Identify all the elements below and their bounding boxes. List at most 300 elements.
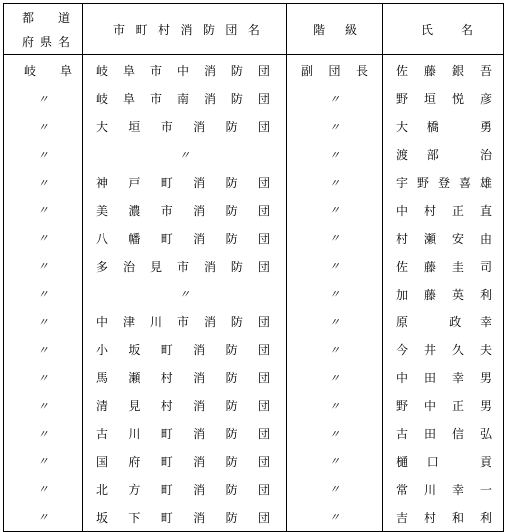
char: 消: [203, 259, 216, 274]
char: 古: [396, 427, 409, 442]
char: 神: [96, 176, 109, 190]
table-row: [4, 196, 504, 224]
char: 常: [396, 482, 409, 497]
table-row: [4, 252, 504, 280]
char: 司: [479, 259, 492, 274]
unit-name-cell-text: [83, 174, 286, 191]
char: 見: [128, 399, 141, 414]
char: 藤: [423, 64, 436, 79]
char: 防: [225, 231, 238, 246]
char: 防: [225, 176, 238, 190]
header-unit-name: [83, 4, 287, 55]
unit-name-cell: [83, 475, 287, 503]
char: 和: [451, 510, 464, 525]
char: 中: [423, 399, 436, 414]
char: 野: [396, 92, 409, 107]
rank-cell: [287, 141, 383, 169]
char: 今: [396, 343, 409, 358]
char: 方: [128, 482, 141, 497]
person-name-cell: [383, 141, 504, 169]
char: 圭: [451, 259, 464, 274]
char: 氏: [421, 22, 434, 37]
char: 団: [257, 482, 270, 497]
char: 彦: [479, 92, 492, 107]
char: 利: [479, 287, 492, 302]
char: 団: [257, 176, 270, 190]
person-name-cell-text: [383, 341, 503, 358]
char: 佐: [396, 64, 409, 79]
char: 村: [423, 203, 436, 218]
char: 勇: [479, 120, 492, 135]
char: 由: [479, 231, 492, 246]
person-name-cell: [383, 308, 504, 336]
person-name-cell: [383, 224, 504, 252]
char: 県: [39, 34, 52, 49]
header-prefecture-line2: [22, 33, 70, 50]
table-row: [4, 364, 504, 392]
char: 府: [128, 454, 141, 469]
char: 村: [160, 371, 173, 386]
char: 消: [193, 176, 206, 190]
person-name-cell: [383, 113, 504, 141]
unit-name-cell-text: [83, 453, 286, 470]
char: 小: [96, 343, 109, 358]
unit-name-cell-text: [83, 118, 286, 135]
char: 国: [96, 454, 109, 469]
char: 津: [122, 315, 135, 330]
char: 中: [396, 371, 409, 386]
table-row: [4, 336, 504, 364]
char: 消: [203, 315, 216, 330]
char: 大: [396, 120, 409, 135]
prefecture-cell: [4, 475, 83, 503]
char: [457, 148, 461, 162]
rank-cell: [287, 196, 383, 224]
table-row: [4, 447, 504, 475]
char: 消: [193, 399, 206, 414]
char: 長: [355, 64, 368, 79]
unit-name-cell: [83, 420, 287, 448]
char: 北: [96, 482, 109, 497]
char: 川: [423, 482, 436, 497]
char: 瀬: [128, 371, 141, 386]
char: 防: [225, 343, 238, 358]
char: 坂: [128, 343, 141, 358]
char: 村: [396, 231, 409, 246]
char: 弘: [479, 427, 492, 442]
char: 団: [257, 120, 270, 135]
unit-name-cell: [83, 336, 287, 364]
char: 防: [225, 482, 238, 497]
person-name-cell: [383, 252, 504, 280]
char: 団: [257, 427, 270, 442]
char: 戸: [128, 176, 141, 190]
person-name-cell-text: [383, 62, 503, 79]
char: 町: [160, 231, 173, 246]
prefecture-cell: [4, 55, 83, 85]
char: 治: [122, 259, 135, 274]
char: 消: [193, 482, 206, 497]
person-name-cell-text: [383, 453, 503, 470]
char: 渡: [396, 148, 409, 163]
person-name-cell: [383, 364, 504, 392]
person-name-cell-text: [383, 313, 503, 330]
char: 男: [479, 371, 492, 386]
unit-name-cell: [83, 141, 287, 169]
char: 瀬: [423, 231, 436, 246]
prefecture-cell: [4, 420, 83, 448]
char: 団: [257, 510, 270, 525]
char: 口: [426, 454, 439, 469]
unit-name-cell-text: [83, 481, 286, 498]
char: 原: [396, 315, 409, 330]
prefecture-cell: [4, 336, 83, 364]
char: 藤: [423, 259, 436, 274]
char: 防: [230, 64, 243, 79]
ditto-mark: 〃: [37, 92, 49, 106]
ditto-mark: 〃: [37, 483, 49, 497]
char: 消: [193, 427, 206, 442]
char: 名: [247, 22, 260, 37]
char: 利: [479, 510, 492, 525]
char: 坂: [96, 510, 109, 525]
char: 古: [96, 427, 109, 442]
char: 市: [149, 92, 162, 107]
char: 消: [193, 454, 206, 469]
person-name-cell: [383, 280, 504, 308]
char: 名: [460, 22, 473, 37]
char: 団: [225, 22, 238, 37]
char: 正: [451, 399, 464, 414]
table-row: [4, 420, 504, 448]
ditto-mark: 〃: [329, 399, 340, 413]
char: [457, 120, 461, 134]
header-prefecture: [4, 4, 83, 55]
person-name-cell: [383, 169, 504, 197]
ditto-mark: 〃: [329, 315, 340, 329]
rank-cell: [287, 420, 383, 448]
char: 加: [396, 287, 409, 302]
char: 幸: [451, 371, 464, 386]
person-name-cell: [383, 336, 504, 364]
unit-name-cell-text: [83, 230, 286, 247]
char: 田: [423, 427, 436, 442]
unit-name-cell: [83, 308, 287, 336]
char: 井: [423, 343, 436, 358]
char: 消: [193, 120, 206, 135]
char: 町: [160, 454, 173, 469]
char: 吾: [479, 64, 492, 79]
ditto-mark: 〃: [179, 148, 190, 162]
rank-cell: [287, 308, 383, 336]
char: 野: [396, 399, 409, 414]
char: 八: [96, 231, 109, 246]
ditto-mark: 〃: [329, 204, 340, 218]
char: 南: [176, 92, 189, 107]
char: 村: [157, 22, 170, 37]
char: 防: [202, 22, 215, 37]
ditto-mark: 〃: [37, 288, 49, 302]
prefecture-cell: [4, 224, 83, 252]
prefecture-cell: [4, 503, 83, 531]
char: 市: [176, 315, 189, 330]
table-row: [4, 503, 504, 531]
char: 夫: [479, 343, 492, 358]
char: 町: [160, 343, 173, 358]
char: 市: [160, 120, 173, 135]
char: 吉: [396, 510, 409, 525]
ditto-mark: 〃: [37, 427, 49, 441]
char: 佐: [396, 259, 409, 274]
person-name-cell: [383, 55, 504, 85]
char: 団: [257, 371, 270, 386]
unit-name-cell: [83, 364, 287, 392]
ditto-mark: 〃: [37, 204, 49, 218]
char: 防: [225, 399, 238, 414]
char: 樋: [396, 454, 409, 469]
table-row: [4, 308, 504, 336]
person-name-cell-text: [383, 425, 503, 442]
ditto-mark: 〃: [37, 232, 49, 246]
ditto-mark: 〃: [329, 371, 340, 385]
char: 防: [225, 510, 238, 525]
char: 町: [135, 22, 148, 37]
char: 町: [160, 510, 173, 525]
char: 防: [225, 371, 238, 386]
char: 消: [203, 64, 216, 79]
ditto-mark: 〃: [329, 232, 340, 246]
person-name-cell-text: [383, 509, 503, 526]
char: 市: [160, 203, 173, 218]
rank-cell: [287, 55, 383, 85]
person-name-cell-text: [383, 481, 503, 498]
person-name-cell: [383, 85, 504, 113]
char: 団: [257, 92, 270, 107]
unit-name-cell: [83, 392, 287, 420]
char: 銀: [451, 64, 464, 79]
char: 橋: [426, 120, 439, 135]
char: 中: [96, 315, 109, 330]
char: 団: [257, 64, 270, 79]
unit-name-cell: [83, 196, 287, 224]
prefecture-cell: [4, 364, 83, 392]
char: 消: [193, 343, 206, 358]
person-name-cell: [383, 475, 504, 503]
char: 馬: [96, 371, 109, 386]
char: 治: [479, 148, 492, 163]
char: 町: [160, 482, 173, 497]
char: 正: [451, 203, 464, 218]
char: 消: [193, 510, 206, 525]
char: 岐: [96, 64, 109, 79]
table-row: [4, 85, 504, 113]
char: 垣: [128, 120, 141, 135]
ditto-mark: 〃: [329, 120, 340, 134]
rank-cell: [287, 85, 383, 113]
char: 町: [160, 427, 173, 442]
prefecture-cell: [4, 85, 83, 113]
table-body: [4, 55, 504, 532]
unit-name-cell: [83, 169, 287, 197]
char: 英: [451, 287, 464, 302]
char: 野: [416, 176, 429, 190]
char: 宇: [396, 176, 409, 190]
char: 市: [113, 22, 126, 37]
char: 防: [230, 92, 243, 107]
char: 多: [96, 259, 109, 274]
prefecture-cell: [4, 252, 83, 280]
char: 都: [22, 10, 35, 25]
rank-cell: [287, 392, 383, 420]
prefecture-cell-text: [4, 62, 82, 79]
person-name-cell-text: [383, 369, 503, 386]
rank-cell: [287, 475, 383, 503]
header-person-name: [383, 4, 504, 55]
unit-name-cell-text: [83, 313, 286, 330]
ditto-mark: 〃: [37, 315, 49, 329]
fire-brigade-roster-table: [3, 3, 504, 532]
char: 見: [149, 259, 162, 274]
person-name-cell-text: [383, 397, 503, 414]
char: [427, 315, 431, 329]
char: 消: [193, 203, 206, 218]
char: 級: [344, 22, 357, 37]
char: 幸: [479, 315, 492, 330]
header-rank: [287, 4, 383, 55]
char: 中: [396, 203, 409, 218]
char: 田: [423, 371, 436, 386]
unit-name-cell-text: [83, 397, 286, 414]
ditto-mark: 〃: [37, 260, 49, 274]
char: 団: [328, 64, 341, 79]
char: 政: [449, 315, 462, 330]
char: 川: [128, 427, 141, 442]
char: 雄: [479, 176, 492, 190]
char: 階: [313, 22, 326, 37]
unit-name-cell-text: [83, 425, 286, 442]
person-name-cell: [383, 503, 504, 531]
rank-cell: [287, 169, 383, 197]
char: 中: [176, 64, 189, 79]
char: 幸: [451, 482, 464, 497]
ditto-mark: 〃: [179, 288, 190, 302]
char: 川: [149, 315, 162, 330]
prefecture-cell: [4, 280, 83, 308]
char: 阜: [122, 64, 135, 79]
person-name-cell-text: [383, 230, 503, 247]
char: 阜: [59, 64, 72, 79]
rank-cell: [287, 336, 383, 364]
char: 喜: [458, 176, 471, 190]
ditto-mark: 〃: [329, 511, 340, 525]
char: 登: [437, 176, 450, 190]
prefecture-cell: [4, 113, 83, 141]
char: 町: [160, 176, 173, 190]
ditto-mark: 〃: [37, 120, 49, 134]
ditto-mark: 〃: [329, 427, 340, 441]
unit-name-cell: [83, 113, 287, 141]
person-name-cell-text: [383, 174, 503, 191]
prefecture-cell: [4, 141, 83, 169]
unit-name-cell-text: [83, 90, 286, 107]
prefecture-cell: [4, 308, 83, 336]
rank-cell-text: [287, 62, 382, 79]
char: 消: [193, 231, 206, 246]
header-row: [4, 4, 504, 55]
char: 団: [257, 315, 270, 330]
table-row: [4, 141, 504, 169]
prefecture-cell: [4, 169, 83, 197]
unit-name-cell-text: [83, 202, 286, 219]
ditto-mark: 〃: [37, 343, 49, 357]
ditto-mark: 〃: [37, 455, 49, 469]
char: 部: [426, 148, 439, 163]
person-name-cell: [383, 196, 504, 224]
table-row: [4, 55, 504, 85]
char: 団: [257, 343, 270, 358]
char: 濃: [128, 203, 141, 218]
rank-cell: [287, 364, 383, 392]
char: 美: [96, 203, 109, 218]
prefecture-cell: [4, 392, 83, 420]
char: 村: [160, 399, 173, 414]
char: 防: [230, 259, 243, 274]
char: 団: [257, 399, 270, 414]
unit-name-cell-text: [83, 258, 286, 275]
unit-name-cell: [83, 447, 287, 475]
table-row: [4, 280, 504, 308]
char: 一: [479, 482, 492, 497]
char: 大: [96, 120, 109, 135]
person-name-cell: [383, 447, 504, 475]
unit-name-cell: [83, 280, 287, 308]
char: 消: [203, 92, 216, 107]
char: 府: [22, 34, 35, 49]
ditto-mark: 〃: [37, 176, 49, 190]
person-name-cell: [383, 392, 504, 420]
person-name-cell: [383, 420, 504, 448]
person-name-cell-text: [383, 202, 503, 219]
unit-name-cell: [83, 85, 287, 113]
prefecture-cell: [4, 447, 83, 475]
char: 道: [57, 10, 70, 25]
char: 安: [451, 231, 464, 246]
rank-cell: [287, 280, 383, 308]
rank-cell: [287, 252, 383, 280]
header-prefecture-line1: [22, 9, 70, 26]
unit-name-cell: [83, 503, 287, 531]
char: 藤: [423, 287, 436, 302]
char: 岐: [24, 64, 37, 79]
person-name-cell-text: [383, 146, 503, 163]
char: 消: [193, 371, 206, 386]
table-row: [4, 475, 504, 503]
ditto-mark: 〃: [37, 148, 49, 162]
ditto-mark: 〃: [329, 288, 340, 302]
char: 直: [479, 203, 492, 218]
unit-name-cell: [83, 55, 287, 85]
table-header: [4, 4, 504, 55]
unit-name-cell: [83, 252, 287, 280]
unit-name-cell-text: [83, 369, 286, 386]
char: 久: [451, 343, 464, 358]
unit-name-cell-text: [83, 509, 286, 526]
ditto-mark: 〃: [37, 371, 49, 385]
table-row: [4, 224, 504, 252]
unit-name-cell-text: [83, 62, 286, 79]
ditto-mark: 〃: [329, 260, 340, 274]
unit-name-cell-text: [83, 341, 286, 358]
